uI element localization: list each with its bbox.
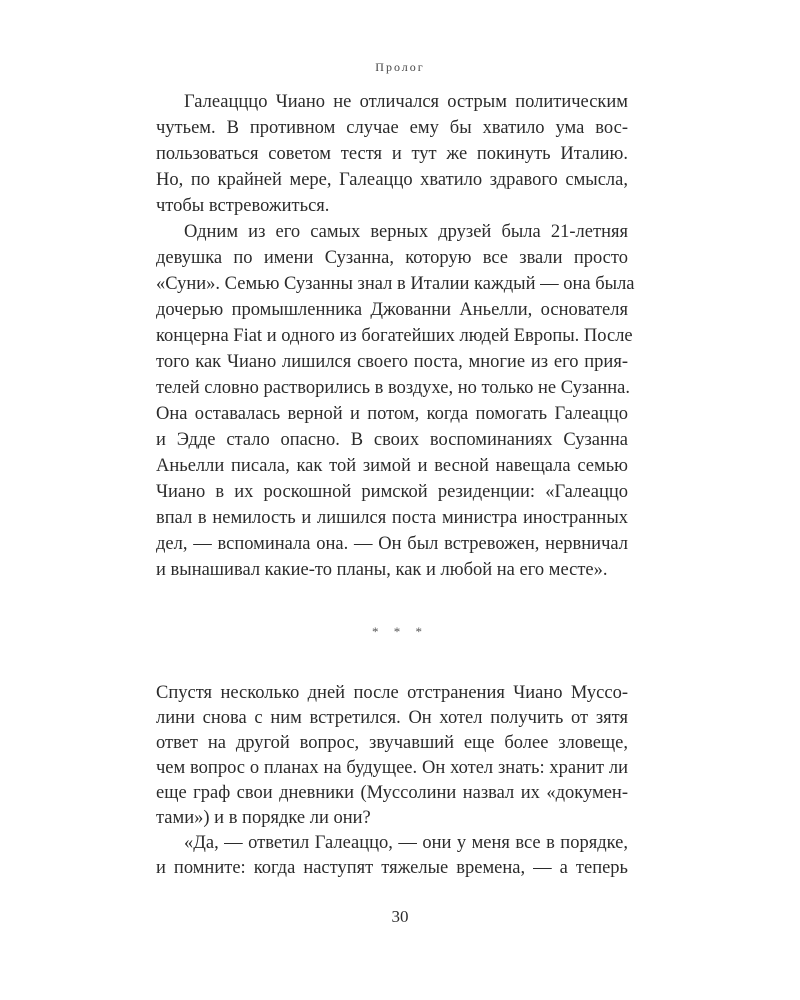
text-line: дел, — вспоминала она. — Он был встревожен, нервничал — [156, 534, 628, 554]
paragraph — [156, 831, 628, 881]
text-line: тами») и в порядке ли они? — [156, 808, 371, 828]
paragraph — [156, 89, 628, 219]
text-line: дочерью промышленника Джованни Аньелли, основателя — [156, 300, 628, 320]
text-line: Аньелли писала, как той зимой и весной навещала семью — [156, 456, 628, 476]
text-line: чутьем. В противном случае ему бы хватило ума вос- — [156, 118, 628, 138]
text-line: Галеацццо Чиано не отличался острым политическим — [184, 92, 628, 112]
text-line: девушка по имени Сузанна, которую все звали просто — [156, 248, 628, 268]
text-line: и помните: когда наступят тяжелые времена, — а теперь — [156, 858, 628, 878]
text-line: Спустя несколько дней после отстранения Чиано Муссо- — [156, 683, 628, 703]
page-number: 30 — [391, 907, 409, 926]
text-line: ответ на другой вопрос, звучавший еще более зловеще, — [156, 733, 628, 753]
text-line: Она оставалась верной и потом, когда помогать Галеаццо — [156, 404, 628, 424]
section-2-text — [156, 681, 628, 881]
section-separator: * * * — [372, 624, 428, 639]
text-line: впал в немилость и лишился поста министра иностранных — [156, 508, 628, 528]
text-line: чтобы встревожиться. — [156, 196, 330, 216]
text-line: «Суни». Семью Сузанны знал в Италии каждый — она была — [156, 274, 635, 294]
section-1-text — [156, 89, 635, 583]
paragraph — [156, 219, 635, 583]
text-line: еще граф свои дневники (Муссолини назвал их «докумен- — [156, 783, 628, 803]
text-line: Но, по крайней мере, Галеаццо хватило здравого смысла, — [156, 170, 628, 190]
text-line: «Да, — ответил Галеаццо, — они у меня все в порядке, — [184, 833, 628, 853]
text-line: лини снова с ним встретился. Он хотел получить от зятя — [156, 708, 628, 728]
text-line: и Эдде стало опасно. В своих воспоминаниях Сузанна — [156, 430, 628, 450]
text-line: и вынашивал какие-то планы, как и любой на его месте». — [156, 560, 608, 580]
text-line: Одним из его самых верных друзей была 21-летняя — [184, 222, 628, 242]
text-line: телей словно растворились в воздухе, но только не Сузанна. — [156, 378, 630, 398]
text-line: Чиано в их роскошной римской резиденции: «Галеаццо — [156, 482, 628, 502]
paragraph — [156, 681, 628, 831]
text-line: пользоваться советом тестя и тут же покинуть Италию. — [156, 144, 628, 164]
text-line: концерна Fiat и одного из богатейших людей Европы. После — [156, 326, 633, 346]
running-head: Пролог — [375, 60, 425, 74]
text-line: того как Чиано лишился своего поста, многие из его прия- — [156, 352, 628, 372]
text-line: чем вопрос о планах на будущее. Он хотел знать: хранит ли — [156, 758, 628, 778]
